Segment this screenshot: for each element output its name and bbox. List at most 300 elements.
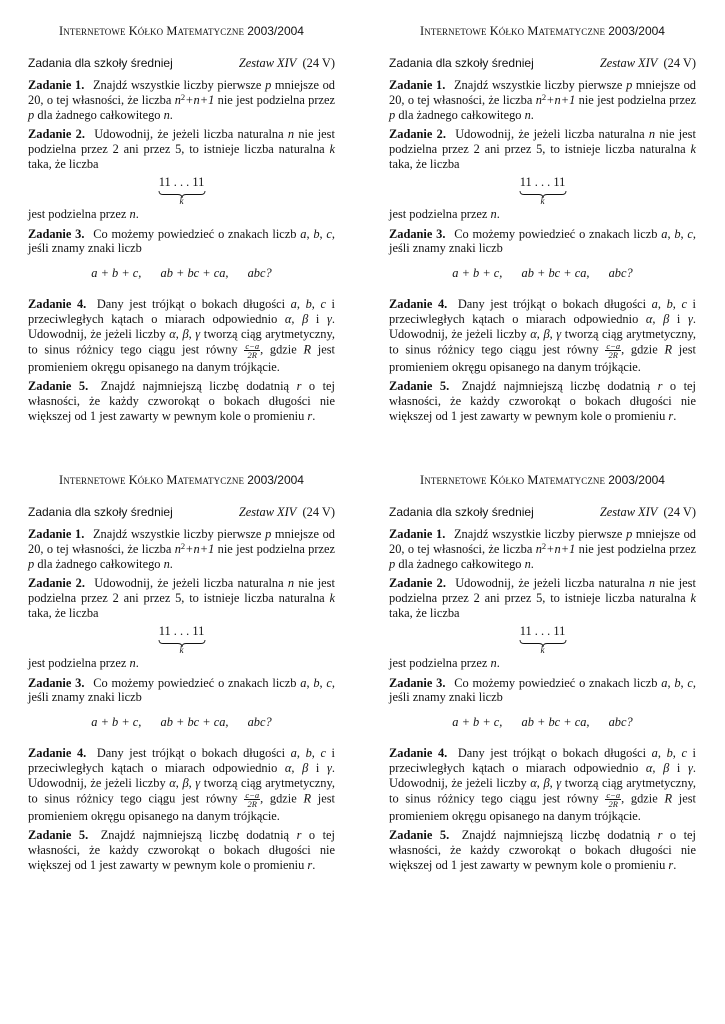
math-var: c: [681, 746, 687, 761]
set-points: (24 V): [302, 505, 335, 519]
problem-4-text: , gdzie: [260, 791, 297, 806]
math-var: b: [674, 675, 681, 690]
sheet-subheader: [389, 505, 696, 520]
problem-sheet: [28, 473, 335, 878]
problem-2-text: taka, że liczba: [28, 605, 99, 620]
problem-3-text: jeśli znamy znaki liczb: [389, 690, 503, 705]
math-var: n: [648, 576, 656, 591]
problem-sheet: [389, 473, 696, 878]
math-var: n: [287, 576, 295, 591]
problem-5-label: Zadanie 5.: [28, 379, 89, 394]
math-var: β: [302, 760, 309, 775]
display-expr: abc?: [608, 715, 633, 730]
problem-1-text: Znajdź wszystkie liczby pierwsze: [453, 527, 623, 541]
problem-1-text: dla żadnego całkowitego: [37, 556, 161, 571]
math-var: c: [326, 675, 332, 690]
math-var: c: [687, 675, 693, 690]
math-var: γ: [688, 311, 693, 326]
problem-1-text: mniejsze od 20, o tej własności, że liczba: [389, 78, 696, 107]
math-var: γ: [195, 775, 201, 790]
problem-2-label: Zadanie 2.: [389, 127, 446, 142]
punct: .: [169, 556, 173, 571]
problem-4-text: jest promieniem okręgu opisanego na danym trójkącie.: [389, 791, 696, 823]
math-var: k: [329, 142, 335, 157]
math-var: a: [290, 746, 297, 761]
problem-2: [28, 576, 335, 620]
math-var: b: [666, 297, 673, 312]
display-expr: a + b + c,: [452, 266, 503, 281]
sheet-header: [28, 473, 335, 488]
problem-2-text: Udowodnij, że jeżeli liczba naturalna: [455, 127, 645, 142]
problem-2-tail: [389, 207, 696, 222]
display-expr: a + b + c,: [91, 715, 142, 730]
fraction: [605, 342, 621, 360]
school-level: Zadania dla szkoły średniej: [28, 505, 173, 519]
underbraced-number: [389, 173, 696, 206]
problem-2-text: Udowodnij, że jeżeli liczba naturalna: [455, 576, 645, 591]
punct: .: [496, 206, 500, 221]
problem-5: [389, 828, 696, 872]
repunit-number: 11 . . . 11: [519, 623, 566, 638]
math-var: a: [300, 675, 307, 690]
problem-2-label: Zadanie 2.: [389, 576, 446, 591]
fraction-denominator: 2R: [608, 799, 618, 810]
math-var: c: [326, 226, 332, 241]
repunit-number: 11 . . . 11: [158, 174, 205, 189]
math-expr-tail: +n+1: [546, 92, 576, 107]
problem-3-text: Co możemy powiedzieć o znakach liczb: [93, 226, 297, 241]
math-var: p: [626, 78, 633, 92]
problem-1-text: Znajdź wszystkie liczby pierwsze: [453, 78, 623, 92]
punct: .: [312, 857, 316, 872]
problem-4-text: i: [315, 311, 320, 326]
math-var: β: [302, 311, 309, 326]
fraction-numerator: c−a: [606, 340, 621, 351]
math-var: k: [690, 142, 696, 157]
school-level: Zadania dla szkoły średniej: [389, 505, 534, 519]
circle-title: Internetowe Kółko Matematyczne: [420, 24, 606, 38]
problem-3-label: Zadanie 3.: [389, 226, 446, 241]
problem-4-text: Dany jest trójkąt o bokach długości: [457, 746, 647, 761]
problem-4-text: i: [315, 760, 320, 775]
problem-4-text: tworzą ciąg arytmetyczny, to sinus różnicy tego ciągu jest równy: [28, 775, 335, 806]
math-var: p: [28, 107, 35, 122]
punct: .: [673, 408, 677, 423]
set-info: [239, 56, 335, 71]
problem-2-text: jest podzielna przez: [389, 206, 488, 221]
problem-4-text: Udowodnij, że jeżeli liczby: [28, 326, 166, 341]
math-exponent: 2: [180, 91, 186, 102]
problem-1: [28, 527, 335, 571]
math-var: α: [284, 311, 292, 326]
math-var: a: [290, 297, 297, 312]
math-var: n: [163, 556, 170, 571]
problem-2-text: taka, że liczba: [389, 156, 460, 171]
problem-3-text: Co możemy powiedzieć o znakach liczb: [454, 675, 658, 690]
fraction: [244, 342, 260, 360]
math-var: α: [645, 760, 653, 775]
problem-4-text: Dany jest trójkąt o bokach długości: [96, 297, 286, 312]
display-expr: a + b + c,: [452, 715, 503, 730]
problem-2-text: jest podzielna przez: [389, 655, 488, 670]
school-year: 2003/2004: [247, 473, 304, 487]
fraction-numerator: c−a: [606, 789, 621, 800]
problem-4-label: Zadanie 4.: [389, 297, 448, 312]
math-expression: [536, 93, 576, 107]
problem-4-text: tworzą ciąg arytmetyczny, to sinus różnicy tego ciągu jest równy: [28, 326, 335, 357]
problem-3: Zadanie 3. Co możemy powiedzieć o znakach liczb a, b, c, jeśli znamy znaki liczb: [389, 226, 697, 256]
problem-5: [28, 379, 335, 423]
punct: .: [312, 408, 316, 423]
math-var: β: [182, 326, 189, 341]
math-exponent: 2: [180, 540, 186, 551]
problem-4-text: Udowodnij, że jeżeli liczby: [389, 775, 527, 790]
problem-2: [28, 127, 335, 171]
problem-1-text: nie jest podzielna przez: [217, 541, 336, 556]
problem-1: [389, 527, 696, 571]
math-var: n: [490, 206, 497, 221]
problem-1-text: nie jest podzielna przez: [217, 92, 336, 107]
math-var: b: [666, 746, 673, 761]
problem-3: Zadanie 3. Co możemy powiedzieć o znakach liczb a, b, c, jeśli znamy znaki liczb: [28, 675, 336, 705]
display-expr: a + b + c,: [91, 266, 142, 281]
problem-5-text: o tej własności, że każdy czworokąt o bokach długości nie większej od 1 jest zawarty w pewnym kole o promieniu: [28, 828, 335, 872]
problem-4: Zadanie 4. Dany jest trójkąt o bokach długości a, b, c i przeciwległych kątach o miarach odpowiednio α, β i γ. Udowodnij, że jeżeli liczby α, β, γ tworzą ciąg arytmetyczny, to sinus różnicy tego ciągu jest równy $\frac{c-a}{2R}$ , gdzie R jest promieniem okręgu opisanego na danym trójkącie.: [28, 746, 335, 823]
set-name: Zestaw XIV: [238, 505, 297, 519]
math-var: a: [661, 226, 668, 241]
math-var: r: [668, 408, 674, 423]
math-expr-tail: +n+1: [546, 541, 576, 556]
math-var: γ: [556, 775, 562, 790]
problem-3-text: jeśli znamy znaki liczb: [28, 690, 142, 705]
problem-4-text: tworzą ciąg arytmetyczny, to sinus różnicy tego ciągu jest równy: [389, 326, 696, 357]
problem-4: Zadanie 4. Dany jest trójkąt o bokach długości a, b, c i przeciwległych kątach o miarach odpowiednio α, β i γ. Udowodnij, że jeżeli liczby α, β, γ tworzą ciąg arytmetyczny, to sinus różnicy tego ciągu jest równy $\frac{c-a}{2R}$ , gdzie R jest promieniem okręgu opisanego na danym trójkącie.: [28, 297, 335, 374]
math-var: α: [530, 326, 537, 341]
math-var: α: [169, 775, 176, 790]
display-expr: ab + bc + ca,: [160, 266, 229, 281]
math-var: n: [524, 107, 531, 122]
math-var: R: [303, 791, 312, 806]
math-var: β: [182, 775, 189, 790]
sheet-subheader: [28, 505, 335, 520]
sheet-header: [389, 473, 696, 488]
repunit-number: 11 . . . 11: [519, 174, 566, 189]
problem-3-label: Zadanie 3.: [389, 675, 446, 690]
math-var: p: [28, 556, 35, 571]
punct: .: [135, 206, 139, 221]
display-expr: abc?: [608, 266, 633, 281]
problem-2-text: Udowodnij, że jeżeli liczba naturalna: [94, 576, 284, 591]
math-var: β: [663, 760, 670, 775]
repunit-number: 11 . . . 11: [158, 623, 205, 638]
math-var: n: [648, 127, 656, 142]
punct: .: [135, 655, 139, 670]
problem-2-text: taka, że liczba: [389, 605, 460, 620]
math-var: r: [296, 379, 302, 394]
problem-1-text: mniejsze od 20, o tej własności, że liczba: [28, 78, 335, 107]
problem-5-label: Zadanie 5.: [389, 379, 450, 394]
problem-3: Zadanie 3. Co możemy powiedzieć o znakach liczb a, b, c, jeśli znamy znaki liczb: [28, 226, 336, 256]
math-var: n: [535, 541, 542, 556]
punct: .: [169, 107, 173, 122]
problem-3-text: Co możemy powiedzieć o znakach liczb: [454, 226, 658, 241]
problem-1: [389, 78, 696, 122]
problem-4: Zadanie 4. Dany jest trójkąt o bokach długości a, b, c i przeciwległych kątach o miarach odpowiednio α, β i γ. Udowodnij, że jeżeli liczby α, β, γ tworzą ciąg arytmetyczny, to sinus różnicy tego ciągu jest równy $\frac{c-a}{2R}$ , gdzie R jest promieniem okręgu opisanego na danym trójkącie.: [389, 297, 696, 374]
problem-2-text: jest podzielna przez: [28, 206, 127, 221]
math-exponent: 2: [541, 540, 547, 551]
problem-5-text: Znajdź najmniejszą liczbę dodatnią: [100, 828, 290, 843]
problem-2-text: Udowodnij, że jeżeli liczba naturalna: [94, 127, 284, 142]
problem-5-text: Znajdź najmniejszą liczbę dodatnią: [461, 828, 651, 843]
school-year: 2003/2004: [247, 24, 304, 38]
problem-4-text: , gdzie: [621, 342, 658, 357]
problem-1: [28, 78, 335, 122]
sheet-subheader: [389, 56, 696, 71]
display-expressions: [28, 266, 335, 281]
problem-sheet: [389, 24, 696, 429]
problem-2-text: nie jest podzielna przez 2 ani przez 5, to istnieje liczba naturalna: [28, 576, 335, 606]
problem-3-text: Co możemy powiedzieć o znakach liczb: [93, 675, 297, 690]
math-var: n: [129, 655, 136, 670]
punct: .: [530, 107, 534, 122]
circle-title: Internetowe Kółko Matematyczne: [59, 24, 245, 38]
math-var: a: [651, 297, 658, 312]
problem-2-label: Zadanie 2.: [28, 576, 85, 591]
problem-5-text: Znajdź najmniejszą liczbę dodatnią: [100, 379, 290, 394]
math-var: a: [300, 226, 307, 241]
set-points: (24 V): [663, 56, 696, 70]
display-expr: ab + bc + ca,: [521, 266, 590, 281]
problem-4-text: jest promieniem okręgu opisanego na danym trójkącie.: [389, 342, 696, 374]
math-var: p: [389, 556, 396, 571]
set-name: Zestaw XIV: [599, 56, 658, 70]
problem-4-text: i: [676, 760, 681, 775]
math-var: r: [307, 857, 313, 872]
math-var: γ: [327, 311, 332, 326]
math-var: r: [307, 408, 313, 423]
problem-4-text: i przeciwległych kątach o miarach odpowiednio: [389, 297, 696, 326]
problem-1-text: dla żadnego całkowitego: [398, 556, 522, 571]
problem-4-text: Udowodnij, że jeżeli liczby: [389, 326, 527, 341]
math-var: c: [687, 226, 693, 241]
set-name: Zestaw XIV: [599, 505, 658, 519]
set-info: [600, 505, 696, 520]
math-expression: [175, 542, 215, 556]
problem-4-text: i: [676, 311, 681, 326]
math-var: γ: [556, 326, 562, 341]
math-var: n: [163, 107, 170, 122]
circle-title: Internetowe Kółko Matematyczne: [420, 473, 606, 487]
problem-5-label: Zadanie 5.: [389, 828, 450, 843]
display-expressions: [389, 715, 696, 730]
problem-2-text: taka, że liczba: [28, 156, 99, 171]
math-var: α: [645, 311, 653, 326]
sheet-subheader: [28, 56, 335, 71]
sheet-header: [389, 24, 696, 39]
math-var: r: [657, 828, 663, 843]
problem-sheet: [28, 24, 335, 429]
problem-3-label: Zadanie 3.: [28, 226, 85, 241]
problem-3-text: jeśli znamy znaki liczb: [28, 241, 142, 256]
math-var: α: [530, 775, 537, 790]
fraction-denominator: 2R: [247, 350, 257, 361]
underbrace-label: k: [179, 195, 184, 206]
problem-3-text: jeśli znamy znaki liczb: [389, 241, 503, 256]
math-var: β: [543, 326, 550, 341]
problem-4-label: Zadanie 4.: [28, 297, 87, 312]
problem-3: Zadanie 3. Co możemy powiedzieć o znakach liczb a, b, c, jeśli znamy znaki liczb: [389, 675, 697, 705]
math-var: k: [329, 591, 335, 606]
math-var: γ: [195, 326, 201, 341]
problem-1-label: Zadanie 1.: [28, 78, 85, 92]
math-var: c: [320, 297, 326, 312]
math-var: c: [320, 746, 326, 761]
math-var: a: [651, 746, 658, 761]
fraction: [605, 791, 621, 809]
math-var: b: [305, 297, 312, 312]
problem-4-text: jest promieniem okręgu opisanego na danym trójkącie.: [28, 342, 335, 374]
problem-5-text: o tej własności, że każdy czworokąt o bokach długości nie większej od 1 jest zawarty w pewnym kole o promieniu: [389, 379, 696, 423]
math-var: r: [657, 379, 663, 394]
problem-2-text: nie jest podzielna przez 2 ani przez 5, to istnieje liczba naturalna: [389, 576, 696, 606]
math-expr-tail: +n+1: [185, 92, 215, 107]
math-expression: [536, 542, 576, 556]
punct: .: [673, 857, 677, 872]
problem-2-label: Zadanie 2.: [28, 127, 85, 142]
display-expr: abc?: [247, 266, 272, 281]
problem-4-label: Zadanie 4.: [389, 746, 448, 761]
problem-5-text: o tej własności, że każdy czworokąt o bokach długości nie większej od 1 jest zawarty w pewnym kole o promieniu: [389, 828, 696, 872]
math-var: β: [663, 311, 670, 326]
problem-2: [389, 576, 696, 620]
math-var: b: [305, 746, 312, 761]
math-expr-tail: +n+1: [185, 541, 215, 556]
math-var: r: [668, 857, 674, 872]
problem-1-label: Zadanie 1.: [28, 527, 85, 541]
problem-1-text: Znajdź wszystkie liczby pierwsze: [92, 527, 262, 541]
underbraced-number: [28, 622, 335, 655]
math-var: b: [313, 226, 320, 241]
school-year: 2003/2004: [608, 24, 665, 38]
underbrace-label: k: [540, 195, 545, 206]
math-var: c: [681, 297, 687, 312]
problem-1-label: Zadanie 1.: [389, 527, 446, 541]
problem-4: Zadanie 4. Dany jest trójkąt o bokach długości a, b, c i przeciwległych kątach o miarach odpowiednio α, β i γ. Udowodnij, że jeżeli liczby α, β, γ tworzą ciąg arytmetyczny, to sinus różnicy tego ciągu jest równy $\frac{c-a}{2R}$ , gdzie R jest promieniem okręgu opisanego na danym trójkącie.: [389, 746, 696, 823]
underbraced-number: [389, 622, 696, 655]
fraction: [244, 791, 260, 809]
math-var: p: [626, 527, 633, 541]
problem-4-text: , gdzie: [621, 791, 658, 806]
problem-1-text: mniejsze od 20, o tej własności, że liczba: [389, 527, 696, 556]
display-expr: ab + bc + ca,: [521, 715, 590, 730]
math-var: a: [661, 675, 668, 690]
problem-4-text: jest promieniem okręgu opisanego na danym trójkącie.: [28, 791, 335, 823]
problem-4-text: i przeciwległych kątach o miarach odpowiednio: [389, 746, 696, 775]
problem-4-text: , gdzie: [260, 342, 297, 357]
problem-3-label: Zadanie 3.: [28, 675, 85, 690]
math-var: n: [129, 206, 136, 221]
math-var: γ: [688, 760, 693, 775]
math-var: r: [296, 828, 302, 843]
problem-5-text: Znajdź najmniejszą liczbę dodatnią: [461, 379, 651, 394]
math-var: γ: [327, 760, 332, 775]
problem-1-text: nie jest podzielna przez: [578, 92, 697, 107]
set-points: (24 V): [302, 56, 335, 70]
problem-4-label: Zadanie 4.: [28, 746, 87, 761]
math-var: n: [490, 655, 497, 670]
school-year: 2003/2004: [608, 473, 665, 487]
math-var: n: [535, 92, 542, 107]
problem-1-text: Znajdź wszystkie liczby pierwsze: [92, 78, 262, 92]
problem-5-label: Zadanie 5.: [28, 828, 89, 843]
problem-4-text: Udowodnij, że jeżeli liczby: [28, 775, 166, 790]
math-var: R: [664, 342, 673, 357]
math-var: R: [303, 342, 312, 357]
problem-5: [28, 828, 335, 872]
problem-2-text: nie jest podzielna przez 2 ani przez 5, to istnieje liczba naturalna: [28, 127, 335, 157]
fraction-numerator: c−a: [245, 789, 260, 800]
fraction-numerator: c−a: [245, 340, 260, 351]
problem-5: [389, 379, 696, 423]
set-name: Zestaw XIV: [238, 56, 297, 70]
problem-1-text: mniejsze od 20, o tej własności, że liczba: [28, 527, 335, 556]
problem-1-text: dla żadnego całkowitego: [37, 107, 161, 122]
sheet-header: [28, 24, 335, 39]
math-var: p: [389, 107, 396, 122]
math-var: α: [284, 760, 292, 775]
problem-4-text: Dany jest trójkąt o bokach długości: [457, 297, 647, 312]
underbrace-label: k: [540, 644, 545, 655]
school-level: Zadania dla szkoły średniej: [28, 56, 173, 70]
problem-4-text: tworzą ciąg arytmetyczny, to sinus różnicy tego ciągu jest równy: [389, 775, 696, 806]
underbraced-number: [28, 173, 335, 206]
display-expressions: [389, 266, 696, 281]
problem-5-text: o tej własności, że każdy czworokąt o bokach długości nie większej od 1 jest zawarty w pewnym kole o promieniu: [28, 379, 335, 423]
problem-2-text: jest podzielna przez: [28, 655, 127, 670]
punct: .: [496, 655, 500, 670]
punct: .: [530, 556, 534, 571]
problem-4-text: i przeciwległych kątach o miarach odpowiednio: [28, 297, 335, 326]
math-var: p: [265, 78, 272, 92]
math-var: n: [287, 127, 295, 142]
display-expr: ab + bc + ca,: [160, 715, 229, 730]
problem-2: [389, 127, 696, 171]
math-var: n: [174, 541, 181, 556]
fraction-denominator: 2R: [247, 799, 257, 810]
math-exponent: 2: [541, 91, 547, 102]
fraction-denominator: 2R: [608, 350, 618, 361]
math-var: n: [174, 92, 181, 107]
problem-1-text: nie jest podzielna przez: [578, 541, 697, 556]
set-points: (24 V): [663, 505, 696, 519]
math-expression: [175, 93, 215, 107]
math-var: k: [690, 591, 696, 606]
math-var: n: [524, 556, 531, 571]
problem-2-tail: [28, 656, 335, 671]
underbrace-label: k: [179, 644, 184, 655]
problem-2-tail: [28, 207, 335, 222]
circle-title: Internetowe Kółko Matematyczne: [59, 473, 245, 487]
math-var: p: [265, 527, 272, 541]
set-info: [600, 56, 696, 71]
math-var: R: [664, 791, 673, 806]
display-expr: abc?: [247, 715, 272, 730]
problem-2-text: nie jest podzielna przez 2 ani przez 5, to istnieje liczba naturalna: [389, 127, 696, 157]
set-info: [239, 505, 335, 520]
math-var: β: [543, 775, 550, 790]
problem-1-text: dla żadnego całkowitego: [398, 107, 522, 122]
math-var: α: [169, 326, 176, 341]
